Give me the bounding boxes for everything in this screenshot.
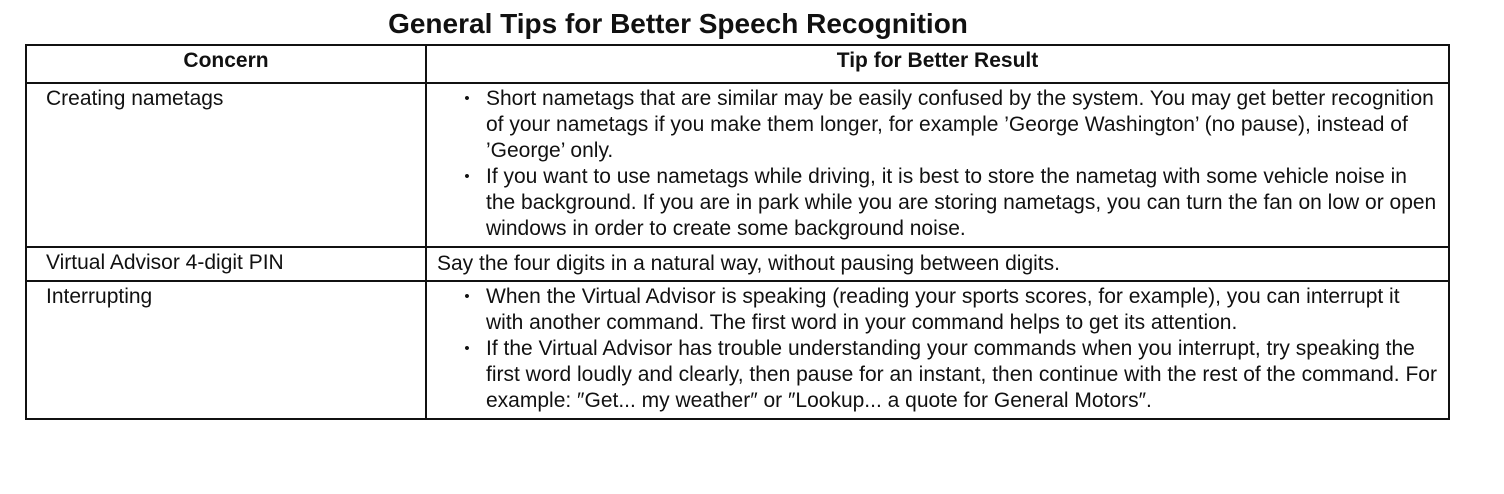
tip-text: If you want to use nametags while driving, it is best to store the nametag with some vehicle noise in the background. If you are in park while you are storing nametags, you can turn the fan on low or open windows in order to create some background noise. [486,165,1437,240]
concern-cell: Virtual Advisor 4-digit PIN [26,247,426,281]
bullet-icon: • [464,168,470,185]
tip-cell [426,83,1449,247]
tip-list [460,284,1440,414]
table-header-row [26,45,1449,83]
tip-text: If the Virtual Advisor has trouble understanding your commands when you interrupt, try speaking the first word loudly and clearly, then pause for an instant, then continue with the rest of the command. For example: ″Get... my weather″ or ″Lookup... a quote for General Motors″. [486,337,1437,412]
concern-cell: Interrupting [26,281,426,419]
table-row [26,83,1449,247]
table-row [26,281,1449,419]
page-title: General Tips for Better Speech Recognition [388,8,968,39]
table-row [26,247,1449,281]
tip-cell: Say the four digits in a natural way, without pausing between digits. [426,247,1449,281]
tips-table [25,44,1450,420]
tip-text: Short nametags that are similar may be easily confused by the system. You may get better recognition of your nametags if you make them longer, for example ’George Washington’ (no pause), instead of ’George’ only. [486,87,1434,162]
column-header-concern: Concern [26,45,426,83]
bullet-icon: • [464,340,470,357]
tip-cell [426,281,1449,419]
list-item [460,336,1440,414]
concern-cell: Creating nametags [26,83,426,247]
tip-list [460,86,1440,242]
tip-text: When the Virtual Advisor is speaking (reading your sports scores, for example), you can interrupt it with another command. The first word in your command helps to get its attention. [486,285,1400,334]
list-item [460,284,1440,336]
column-header-tip: Tip for Better Result [426,45,1449,83]
list-item [460,86,1440,164]
bullet-icon: • [464,90,470,107]
bullet-icon: • [464,288,470,305]
list-item [460,164,1440,242]
